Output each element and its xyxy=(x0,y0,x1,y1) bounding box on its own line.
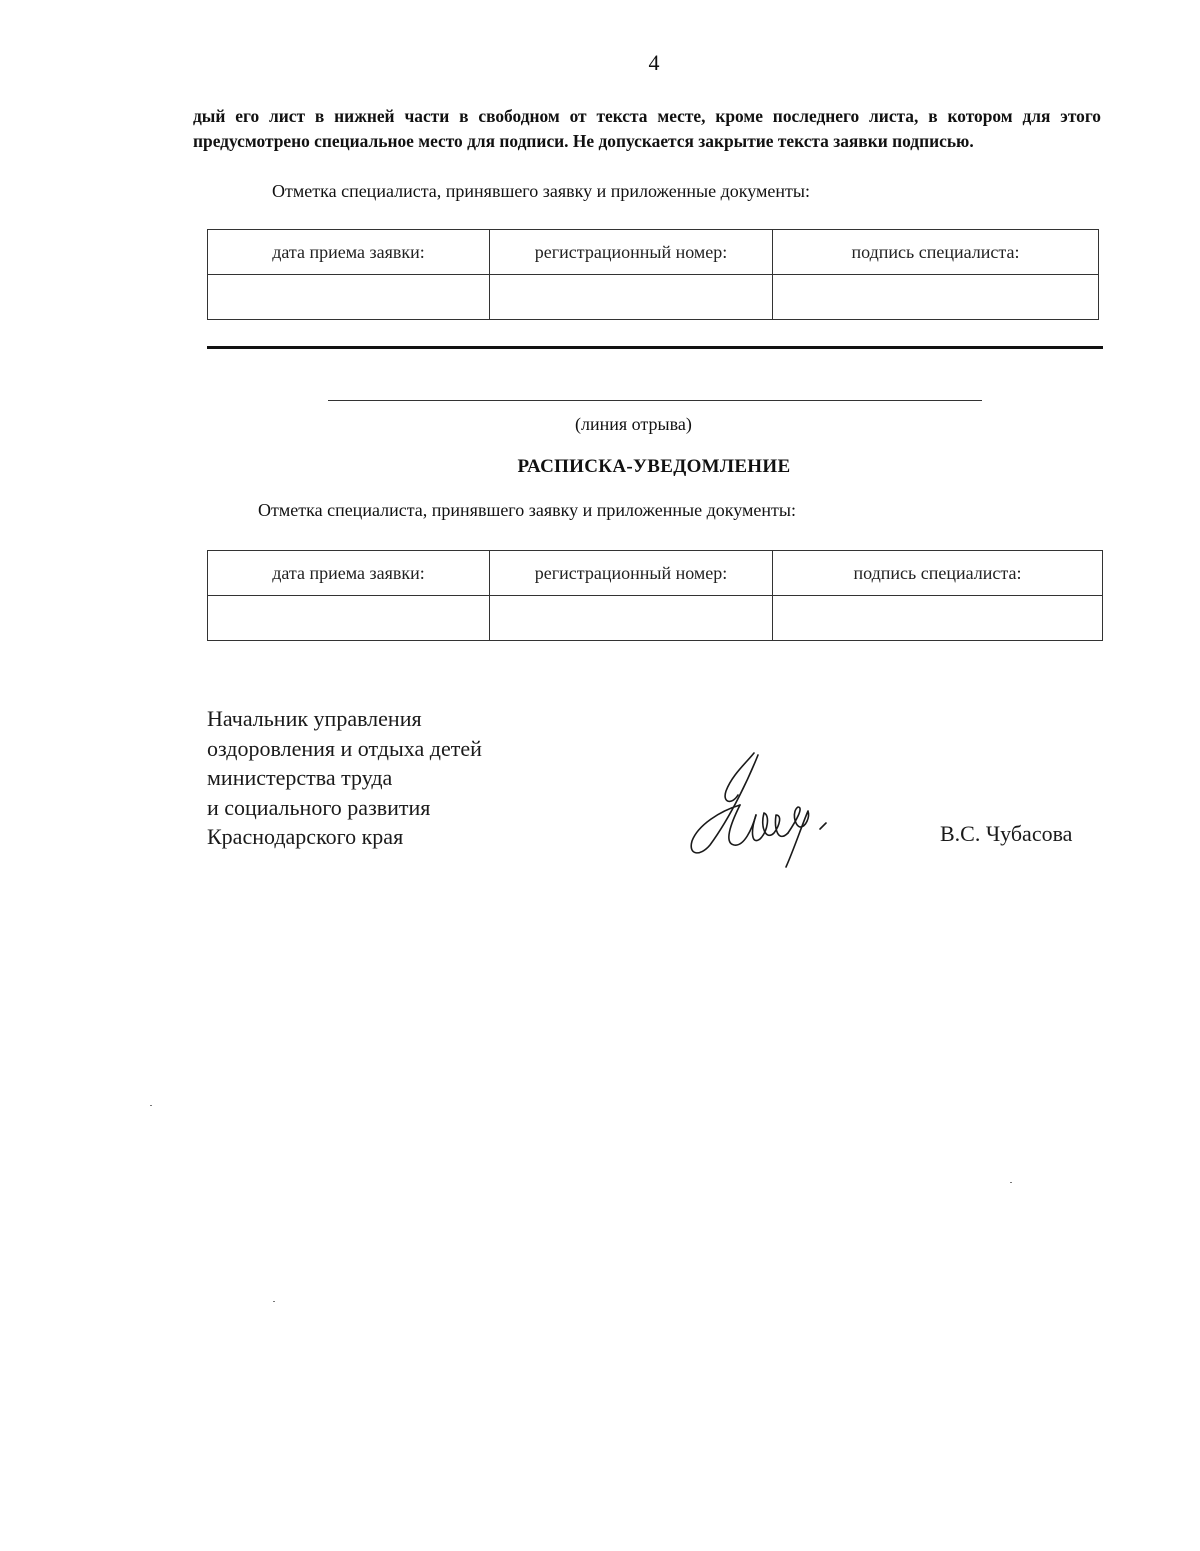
signer-name: В.С. Чубасова xyxy=(940,821,1073,846)
cell-reg-number xyxy=(490,275,773,320)
section-divider xyxy=(207,346,1103,349)
table-header-row xyxy=(208,551,1103,596)
header-reg-number: регистрационный номер: xyxy=(490,230,773,275)
specialist-note-bottom: Отметка специалиста, принявшего заявку и приложенные документы: xyxy=(258,500,796,520)
receipt-title: РАСПИСКА-УВЕДОМЛЕНИЕ xyxy=(517,456,791,477)
cell-signature xyxy=(773,596,1103,641)
header-signature: подпись специалиста: xyxy=(773,551,1103,596)
signatory-position xyxy=(207,704,482,852)
intro-paragraph: дый его лист в нижней части в свободном от текста месте, кроме последнего листа, в котором для этого предусмотрено специальное место для подписи. Не допускается закрытие текста заявки подписью. xyxy=(193,106,1101,151)
cell-date xyxy=(208,596,490,641)
table-header-row xyxy=(208,230,1099,275)
signatory-line: Начальник управления xyxy=(207,706,422,731)
tear-line xyxy=(328,400,982,401)
header-date: дата приема заявки: xyxy=(208,230,490,275)
acceptance-table-bottom xyxy=(207,550,1103,641)
cell-date xyxy=(208,275,490,320)
specialist-note-top: Отметка специалиста, принявшего заявку и приложенные документы: xyxy=(272,181,810,201)
header-signature: подпись специалиста: xyxy=(773,230,1099,275)
header-reg-number: регистрационный номер: xyxy=(490,551,773,596)
page-number: 4 xyxy=(648,50,660,75)
signatory-line: и социального развития xyxy=(207,794,431,820)
signatory-line: оздоровления и отдыха детей xyxy=(207,735,482,761)
table-blank-row xyxy=(208,275,1099,320)
scan-speck xyxy=(273,1301,275,1302)
signatory-line: министерства труда xyxy=(207,765,393,790)
scan-speck xyxy=(150,1105,152,1106)
signatory-line: Краснодарского края xyxy=(207,824,404,849)
acceptance-table-top xyxy=(207,229,1099,320)
tear-line-label: (линия отрыва) xyxy=(575,414,692,434)
cell-reg-number xyxy=(490,596,773,641)
cell-signature xyxy=(773,275,1099,320)
handwritten-signature xyxy=(680,745,850,875)
header-date: дата приема заявки: xyxy=(208,551,490,596)
scan-speck xyxy=(1010,1182,1012,1183)
table-blank-row xyxy=(208,596,1103,641)
